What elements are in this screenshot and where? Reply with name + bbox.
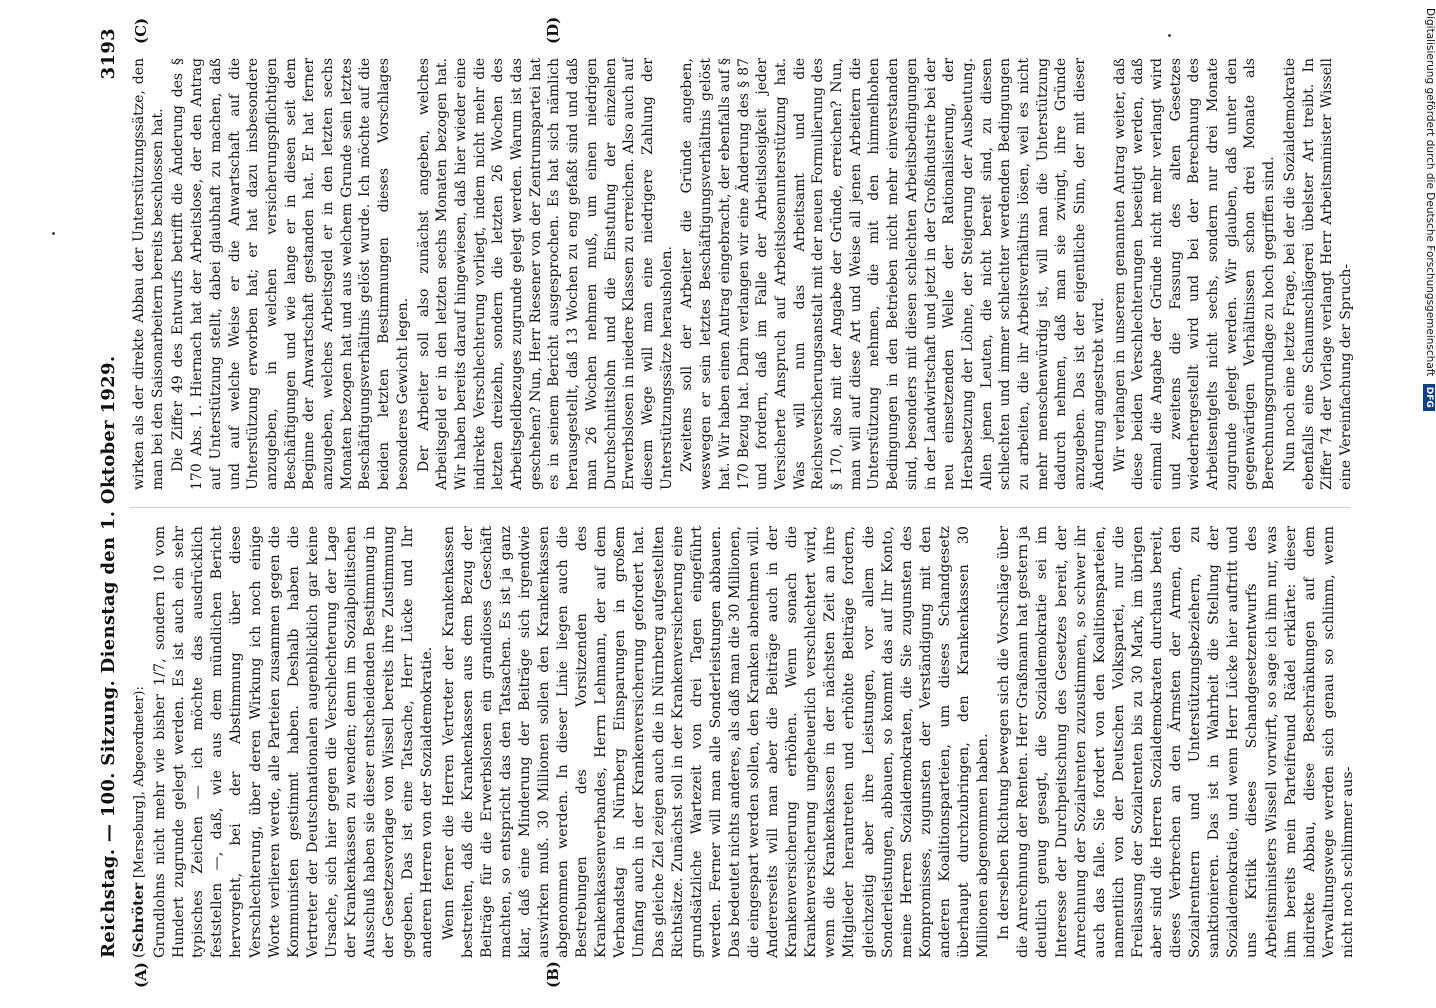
- margin-marker-d: (D): [544, 16, 562, 44]
- margin-marker-b: (B): [544, 961, 562, 988]
- paragraph: Der Arbeiter soll also zunächst angeben, welches Arbeitsgeld er in den letzten sechs Monaten bezogen hat. Wir haben bereits darauf hingewiesen, daß hier wieder eine indirekte Verschlechterung vorliegt, indem nicht mehr die letzten dreizehn, sondern die letzten 26 Wochen des Arbeitsgeldbezuges zugrunde gelegt werden. Warum ist das geschehen? Nun, Herr Riesener von der Zentrumspartei hat es in seinem Bericht ausgesprochen. Es hat sich nämlich herausgestellt, daß 13 Wochen zu eng gefaßt sind und daß man 26 Wochen nehmen muß, um einen niedrigen Durchschnittslohn und die Einstufung der einzelnen Erwerbslosen in niedere Klassen zu erreichen. Also auch auf diesem Wege will man eine niedrigere Zahlung der Unterstützungssätze herausholen.: [415, 58, 675, 490]
- margin-marker-c: (C): [132, 17, 150, 44]
- credit-text: Digitalisierung gefördert durch die Deutsche Forschungsgemeinschaft: [1424, 8, 1436, 377]
- paragraph: Zweitens soll der Arbeiter die Gründe angeben, weswegen er sein letztes Beschäftigungsverhältnis gelöst hat. Wir haben einen Antrag eingebracht, der ebenfalls auf § 170 Bezug hat. Darin verlangen wir eine Änderung des § 87 und fordern, daß im Falle der Arbeitslosigkeit jeder Versicherte Anspruch auf Arbeitslosenunterstützung hat. Was will nun das Arbeitsamt und die Reichsversicherungsanstalt mit der neuen Formulierung des § 170, also mit der Angabe der Gründe, erreichen? Nun, man will auf diese Art und Weise all jenen Arbeitern die Unterstützung nehmen, die mit den himmelhohen Bedingungen in den Betrieben nicht mehr einverstanden sind, besonders mit diesen schlechten Arbeitsbedingungen in der Landwirtschaft und jetzt in der Großindustrie bei der neu einsetzenden Welle der Rationalisierung, der Herabsetzung der Löhne, der Steigerung der Ausbeutung. Allen jenen Leuten, die nicht bereit sind, zu diesen schlechten und immer schlechter werdenden Bedingungen zu arbeiten, die ihr Arbeitsverhältnis lösen, weil es nicht mehr menschenwürdig ist, will man die Unterstützung dadurch nehmen, daß man sie zwingt, ihre Gründe anzugeben. Das ist der eigentliche Sinn, der mit dieser Änderung angestrebt wird.: [679, 58, 1107, 490]
- digitization-credit: [1418, 8, 1436, 1008]
- paragraph: In derselben Richtung bewegen sich die Vorschläge über die Anrechnung der Renten. Herr Graßmann hat gestern ja deutlich genug gesagt, die Sozialdemokratie sei im Interesse der Durchpeitschung des Gesetzes bereit, der Anrechnung der Sozialrenten zuzustimmen, so schwer ihr auch das falle. Sie fordert von den Koalitionsparteien, namentlich von der Deutschen Volkspartei, nur die Freilassung der Sozialrenten bis zu 30 Mark, im übrigen aber sind die Herren Sozialdemokraten durchaus bereit, dieses Verbrechen an den Ärmsten der Armen, den Sozialrentnern und Unterstützungsbeziehern, zu sanktionieren. Das ist in Wahrheit die Stellung der Sozialdemokratie, und wenn Herr Lücke hier auftritt und uns Kritik dieses Schandgesetzentwurfs des Arbeitsministers Wissell vorwirft, so sage ich ihm nur, was ihm bereits mein Parteifreund Rädel erklärte: dieser indirekte Abbau, diese Beschränkungen auf dem Verwaltungswege werden sich genau so schlimm, wenn nicht noch schlimmer aus-: [996, 526, 1356, 958]
- page-number: 3193: [98, 28, 119, 80]
- scan-speck: [1168, 34, 1171, 37]
- column-divider: [130, 507, 1350, 508]
- header-title: Reichstag. — 100. Sitzung. Dienstag den 1. Oktober 1929.: [98, 355, 119, 958]
- speaker-meta: [Merseburg], Abgeordneter):: [132, 686, 147, 879]
- speaker-name: Schröter: [131, 882, 147, 953]
- scan-speck: [52, 232, 55, 235]
- paragraph: Grundlohns nicht mehr wie bisher 1/7, sondern 10 vom Hundert zugrunde gelegt werden. Es ist auch ein sehr typisches Zeichen — ich möchte das ausdrücklich feststellen —, daß, wie aus dem mündlichen Bericht hervorgeht, bei der Abstimmung über diese Verschlechterung, über deren Wirkung ich noch einige Worte verlieren werde, alle Parteien zusammen gegen die Kommunisten gestimmt haben. Deshalb haben die Vertreter der Deutschnationalen augenblicklich gar keine Ursache, sich hier gegen die Verschlechterung der Lage der Krankenkassen zu wenden; denn im Sozialpolitischen Ausschuß haben sie dieser entscheidenden Bestimmung in der Gesetzesvorlage von Wissell bereits ihre Zustimmung gegeben. Das ist eine Tatsache, Herr Lücke und Ihr anderen Herren von der Sozialdemokratie.: [152, 526, 436, 958]
- paragraph: wirken als der direkte Abbau der Unterstützungssätze, den man bei den Saisonarbeitern bereits beschlossen hat.: [131, 58, 166, 490]
- right-column: [130, 58, 1358, 490]
- paragraph: Wir verlangen in unserem genannten Antrag weiter, daß diese beiden Verschlechterungen beseitigt werden, daß einmal die Angabe der Gründe nicht mehr verlangt wird und zweitens die Fassung des alten Gesetzes wiederhergestellt wird und bei der Berechnung des Arbeitsentgelts nicht sechs, sondern nur drei Monate zugrunde gelegt werden. Wir glauben, daß unter den gegenwärtigen Verhältnissen schon drei Monate als Berechnungsgrundlage zu hoch gegriffen sind.: [1111, 58, 1278, 490]
- dfg-logo-icon: DFG: [1423, 384, 1435, 411]
- paragraph: Nun noch eine letzte Frage, bei der die Sozialdemokratie ebenfalls eine Schaumschlägerei übelster Art treibt. In Ziffer 74 der Vorlage verlangt Herr Arbeitsminister Wissell eine Vereinfachung der Spruch-: [1281, 58, 1354, 490]
- speaker-line: (Schröter [Merseburg], Abgeordneter):: [131, 686, 147, 958]
- paragraph: Wenn ferner die Herren Vertreter der Krankenkassen bestreiten, daß die Krankenkassen aus dem Bezug der Beiträge für die Erwerbslosen ein grandioses Geschäft machten, so entspricht das den Tatsachen. Es ist ja ganz klar, daß eine Minderung der Beiträge sich irgendwie auswirken muß. 30 Millionen sollen den Krankenkassen abgenommen werden. In dieser Linie liegen auch die Bestrebungen des Vorsitzenden des Krankenkassenverbandes, Herrn Lehmann, der auf dem Verbandstag in Nürnberg Einsparungen in großem Umfang auch in der Krankenversicherung gefordert hat. Das gleiche Ziel zeigen auch die in Nürnberg aufgestellten Richtsätze. Zunächst soll in der Krankenversicherung eine grundsätzliche Wartezeit von drei Tagen eingeführt werden. Ferner will man alle Sonderleistungen abbauen. Das bedeutet nichts anderes, als daß man die 30 Millionen, die eingespart werden sollen, den Kranken abnehmen will. Andererseits will man aber die Beiträge auch in der Krankenversicherung erhöhen. Wenn sonach die Krankenversicherung ungeheuerlich verschlechtert wird, wenn die Krankenkassen in der nächsten Zeit an ihre Mitglieder herantreten und erhöhte Beiträge fordern, gleichzeitig aber ihre Leistungen, vor allem die Sonderleistungen, abbauen, so kommt das auf Ihr Konto, meine Herren Sozialdemokraten, die Sie zugunsten des Kompromisses, zugunsten der Verständigung mit den anderen Koalitionsparteien, um dieses Schandgesetz überhaupt durchzubringen, den Krankenkassen 30 Millionen abgenommen haben.: [440, 526, 992, 958]
- document-page: [92, 16, 1362, 988]
- paragraph: Die Ziffer 49 des Entwurfs betrifft die Änderung des § 170 Abs. 1. Hiernach hat der Arbeitslose, der den Antrag auf Unterstützung stellt, dabei glaubhaft zu machen, daß und auf welche Weise er die Anwartschaft auf die Unterstützung erworben hat; er hat dazu insbesondere anzugeben, in welchen versicherungspflichtigen Beschäftigungen und wie lange er in diesen seit dem Beginne der Anwartschaft gestanden hat. Er hat ferner anzugeben, welches Arbeitsgeld er in den letzten sechs Monaten bezogen hat und aus welchem Grunde sein letztes Beschäftigungsverhältnis gelöst wurde. Ich möchte auf die beiden letzten Bestimmungen dieses Vorschlages besonderes Gewicht legen.: [170, 58, 411, 490]
- left-column: [130, 526, 1360, 958]
- margin-marker-a: (A): [132, 962, 150, 988]
- running-header: [92, 28, 126, 988]
